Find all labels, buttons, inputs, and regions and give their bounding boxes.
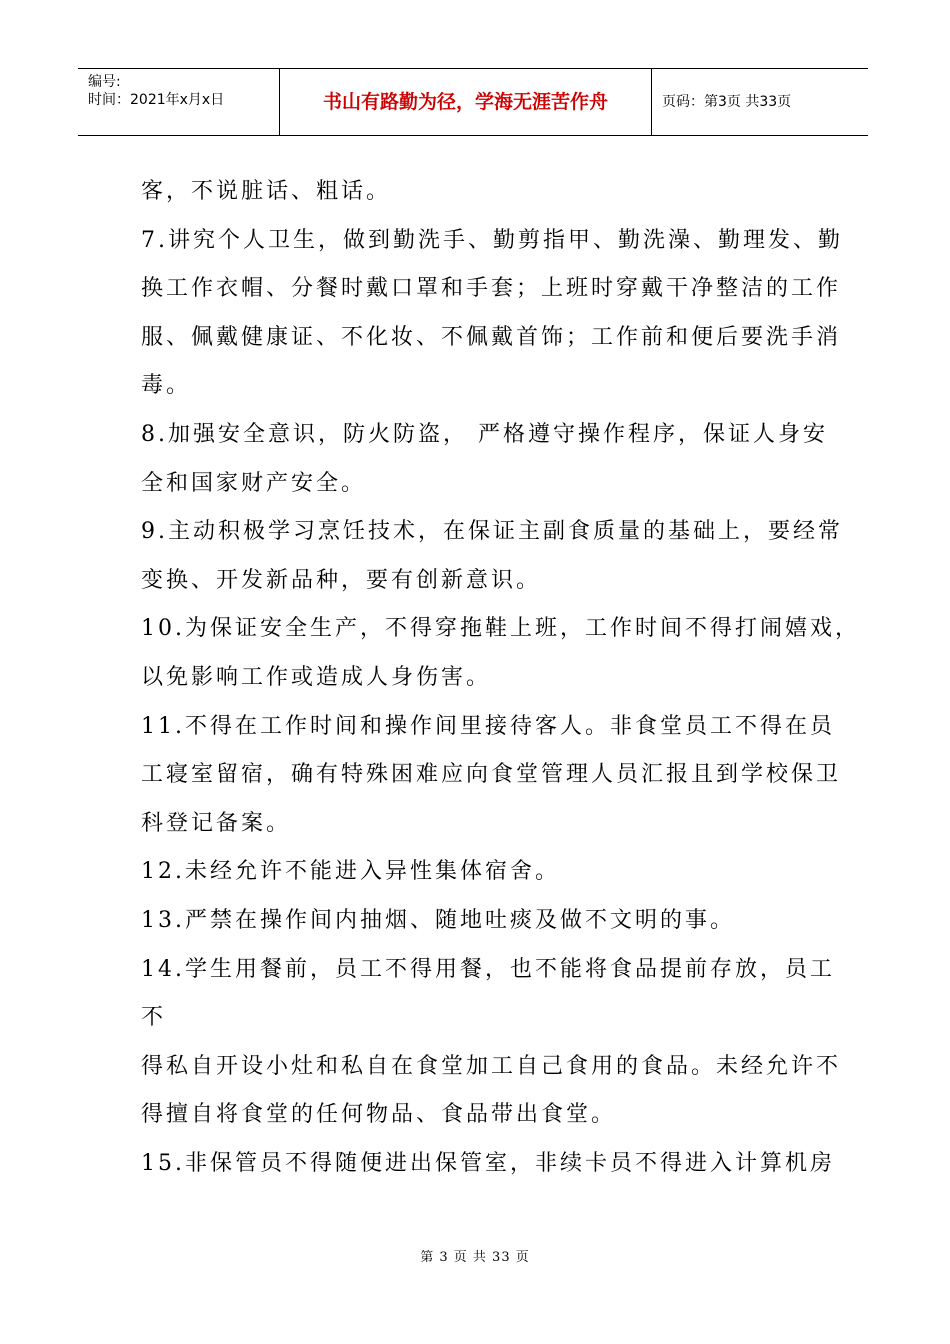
header-motto: 书山有路勤为径，学海无涯苦作舟 [280,69,652,135]
header-page-info: 页码：第3页 共33页 [662,94,792,110]
body-line: 12.未经允许不能进入异性集体宿舍。 [141,859,560,885]
body-line: 客，不说脏话、粗话。 [141,179,392,204]
page-header [78,68,868,136]
body-line: 变换、开发新品种，要有创新意识。 [141,567,542,593]
body-line: 7.讲究个人卫生，做到勤洗手、勤剪指甲、勤洗澡、勤理发、勤 [141,227,843,253]
document-time-label: 时间：2021年x月x日 [88,92,225,108]
body-line: 9.主动积极学习烹饪技术，在保证主副食质量的基础上，要经常 [141,519,843,545]
document-number-label: 编号: [88,74,121,90]
body-line: 工寝室留宿，确有特殊困难应向食堂管理人员汇报且到学校保卫 [141,762,842,788]
body-line: 14.学生用餐前，员工不得用餐，也不能将食品提前存放，员工 [141,956,835,982]
document-body [141,168,860,1188]
body-line: 15.非保管员不得随便进出保管室，非续卡员不得进入计算机房 [141,1150,835,1176]
body-line: 11.不得在工作时间和操作间里接待客人。非食堂员工不得在员 [141,713,835,739]
body-line: 10.为保证安全生产，不得穿拖鞋上班，工作时间不得打闹嬉戏， [141,616,860,642]
body-line: 以免影响工作或造成人身伤害。 [141,664,492,690]
body-line: 得私自开设小灶和私自在食堂加工自己食用的食品。未经允许不 [141,1053,842,1079]
body-line: 不 [141,1005,167,1031]
page-footer: 第 3 页 共 33 页 [420,1250,530,1265]
body-line: 得擅自将食堂的任何物品、食品带出食堂。 [141,1102,617,1128]
body-line: 毒。 [141,373,192,399]
body-line: 科登记备案。 [141,810,292,836]
body-line: 服、佩戴健康证、不化妆、不佩戴首饰；工作前和便后要洗手消 [141,324,842,350]
body-line: 全和国家财产安全。 [141,470,367,496]
body-line: 13.严禁在操作间内抽烟、随地吐痰及做不文明的事。 [141,907,735,933]
header-meta-cell [78,69,280,135]
body-line: 8.加强安全意识，防火防盗， 严格遵守操作程序，保证人身安 [141,421,828,447]
body-line: 换工作衣帽、分餐时戴口罩和手套；上班时穿戴干净整洁的工作 [141,276,842,302]
